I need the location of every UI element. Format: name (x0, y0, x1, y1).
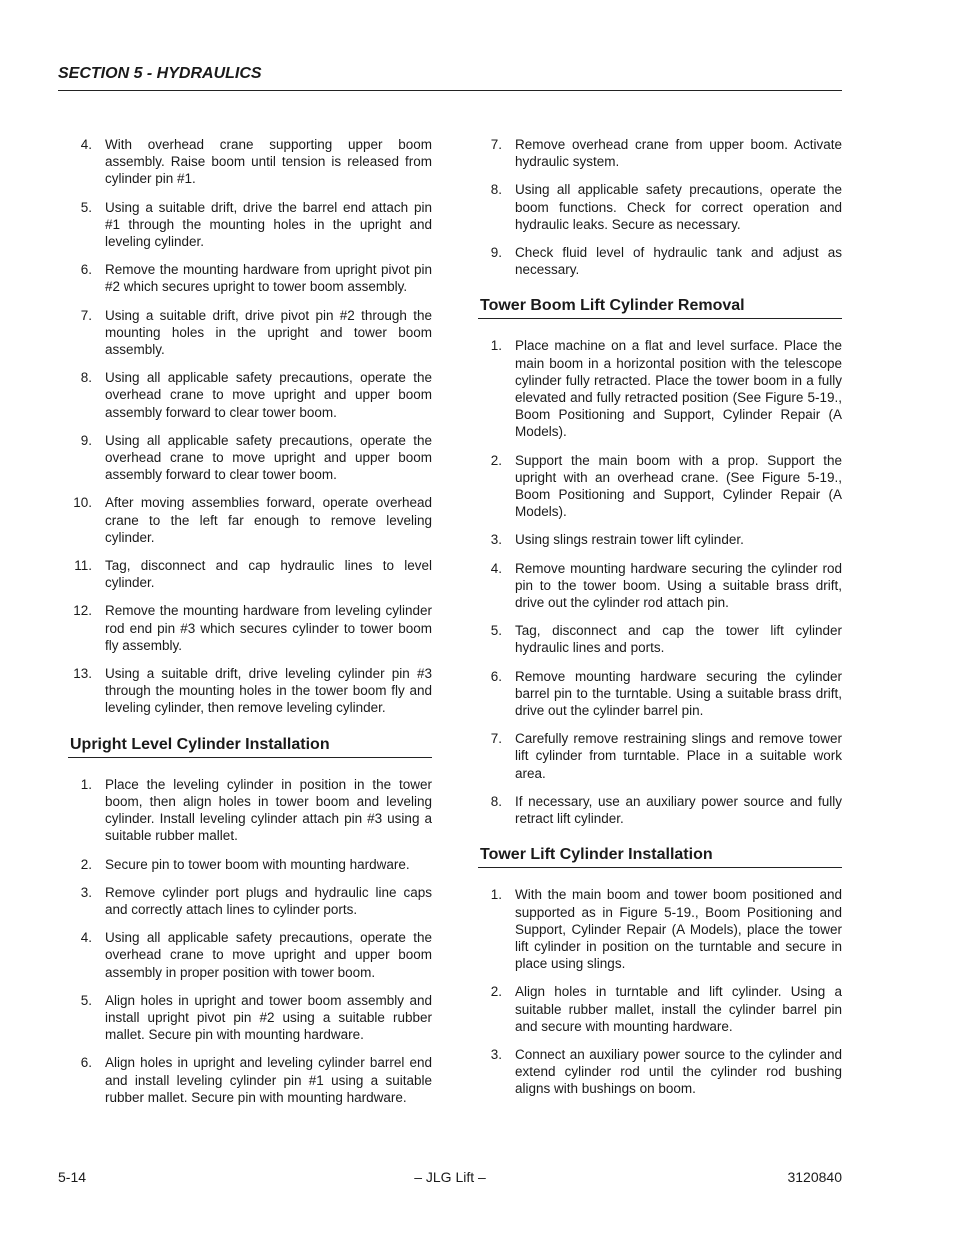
step-item (478, 983, 842, 1035)
step-text: Support the main boom with a prop. Support the upright with an overhead crane. (See Figure 5-19., Boom Positioning and Support, Cylinder Repair (A Models). (515, 452, 842, 520)
step-number: 5. (490, 623, 502, 639)
step-text: Using a suitable drift, drive leveling cylinder pin #3 through the mounting holes in the tower boom fly and leveling cylinder, then remove leveling cylinder. (105, 666, 432, 716)
step-item (68, 884, 432, 918)
step-number: 3. (80, 884, 92, 900)
step-number: 1. (490, 338, 502, 354)
step-text: Remove mounting hardware securing the cylinder rod pin to the tower boom. Using a suitable brass drift, drive out the cylinder rod attach pin. (515, 560, 842, 611)
step-number: 1. (490, 887, 502, 903)
step-number: 4. (80, 137, 92, 152)
left-steps-list-1 (68, 136, 432, 717)
step-item (68, 136, 432, 188)
page-number: 5-14 (58, 1169, 87, 1185)
step-item (478, 531, 842, 548)
step-item (478, 886, 842, 972)
step-number: 3. (490, 1046, 502, 1062)
document-number: 3120840 (787, 1169, 842, 1185)
step-number: 1. (80, 776, 92, 792)
step-text: Secure pin to tower boom with mounting hardware. (105, 856, 410, 872)
step-item (68, 261, 432, 295)
step-number: 2. (490, 452, 502, 468)
step-text: Align holes in upright and leveling cylinder barrel end and install leveling cylinder pin #1 using a suitable rubber mallet. Secure pin with mounting hardware. (105, 1055, 432, 1105)
step-item (478, 1046, 842, 1098)
step-item (68, 494, 432, 546)
step-number: 7. (490, 137, 502, 152)
step-item (478, 622, 842, 656)
step-item (478, 668, 842, 720)
step-text: Remove mounting hardware securing the cylinder barrel pin to the turntable. Using a suitable brass drift, drive out the cylinder barrel pin. (515, 668, 842, 719)
step-text: Using all applicable safety precautions, operate the boom functions. Check for correct operation and hydraulic leaks. Secure as necessary. (515, 182, 842, 232)
step-number: 8. (80, 370, 92, 386)
step-number: 5. (80, 992, 92, 1008)
step-item (68, 369, 432, 421)
step-item (68, 992, 432, 1044)
step-number: 9. (80, 432, 92, 448)
step-number: 8. (490, 793, 502, 809)
step-number: 7. (490, 731, 502, 747)
step-text: If necessary, use an auxiliary power source and fully retract lift cylinder. (515, 793, 842, 827)
step-text: Remove the mounting hardware from leveling cylinder rod end pin #3 which secures cylinder to tower boom fly assembly. (105, 603, 432, 653)
right-column (478, 136, 842, 1109)
footer-brand: – JLG Lift – (414, 1169, 486, 1185)
step-item (478, 181, 842, 233)
heading-tower-boom-lift-cylinder-removal: Tower Boom Lift Cylinder Removal (478, 296, 842, 319)
step-text: Using a suitable drift, drive the barrel end attach pin #1 through the mounting holes in the upright and leveling cylinder. (105, 199, 432, 250)
step-item (478, 730, 842, 782)
step-item (68, 557, 432, 591)
step-item (68, 665, 432, 717)
step-number: 13. (73, 666, 92, 682)
step-number: 2. (80, 856, 92, 872)
step-item (68, 432, 432, 484)
section-header (58, 64, 842, 91)
step-text: Align holes in upright and tower boom assembly and install upright pivot pin #2 using a suitable rubber mallet. Secure pin with mounting hardware. (105, 992, 432, 1043)
step-text: Connect an auxiliary power source to the cylinder and extend cylinder rod until the cylinder rod bushing aligns with bushings on boom. (515, 1046, 842, 1097)
step-text: Remove the mounting hardware from upright pivot pin #2 which secures upright to tower boom assembly. (105, 262, 432, 295)
step-item (68, 199, 432, 251)
step-text: After moving assemblies forward, operate overhead crane to the left far enough to remove leveling cylinder. (105, 495, 432, 545)
step-number: 8. (490, 182, 502, 198)
left-column (68, 136, 432, 1117)
step-text: Using a suitable drift, drive pivot pin #2 through the mounting holes in the upright and tower boom assembly. (105, 307, 432, 358)
step-item (478, 793, 842, 827)
step-text: With the main boom and tower boom positioned and supported as in Figure 5-19., Boom Positioning and Support, Cylinder Repair (A Models), place the tower lift cylinder in position on the turntable and secure in place using slings. (515, 887, 842, 972)
step-item (68, 602, 432, 654)
step-number: 3. (490, 532, 502, 548)
step-item (478, 560, 842, 612)
step-item (68, 1054, 432, 1106)
section-title: SECTION 5 - HYDRAULICS (58, 65, 262, 82)
step-text: Using all applicable safety precautions, operate the overhead crane to move upright and upper boom assembly forward to clear tower boom. (105, 370, 432, 420)
step-number: 9. (490, 245, 502, 261)
step-item (478, 337, 842, 440)
step-text: Using slings restrain tower lift cylinder. (515, 532, 744, 548)
left-steps-list-2 (68, 776, 432, 1106)
step-text: With overhead crane supporting upper boom assembly. Raise boom until tension is released from cylinder pin #1. (105, 137, 432, 187)
step-text: Using all applicable safety precautions, operate the overhead crane to move upright and upper boom assembly forward to clear tower boom. (105, 432, 432, 483)
step-item (68, 929, 432, 981)
step-text: Tag, disconnect and cap the tower lift cylinder hydraulic lines and ports. (515, 623, 842, 656)
step-text: Check fluid level of hydraulic tank and adjust as necessary. (515, 245, 842, 278)
step-text: Place machine on a flat and level surface. Place the main boom in a horizontal position with the telescope cylinder fully retracted. Place the tower boom in a fully elevated and fully retracted position (See Figure 5-19., Boom Positioning and Support, Cylinder Repair (A Models). (515, 338, 842, 440)
step-item (68, 856, 432, 873)
step-text: Align holes in turntable and lift cylinder. Using a suitable rubber mallet, install the cylinder barrel pin and secure with mounting hardware. (515, 984, 842, 1034)
step-number: 6. (80, 1055, 92, 1071)
step-number: 4. (80, 930, 92, 946)
step-text: Place the leveling cylinder in position in the tower boom, then align holes in tower boom and leveling cylinder. Install leveling cylinder attach pin #3 using a suitable rubber mallet. (105, 776, 432, 844)
step-item (68, 776, 432, 845)
right-steps-list-1 (478, 136, 842, 278)
step-text: Remove overhead crane from upper boom. Activate hydraulic system. (515, 137, 842, 170)
heading-upright-level-cylinder-installation: Upright Level Cylinder Installation (68, 735, 432, 758)
step-number: 5. (80, 199, 92, 215)
step-number: 6. (80, 262, 92, 278)
right-steps-list-2 (478, 337, 842, 827)
step-number: 11. (74, 558, 92, 574)
step-number: 7. (80, 307, 92, 323)
step-number: 10. (73, 495, 92, 511)
step-text: Remove cylinder port plugs and hydraulic line caps and correctly attach lines to cylinder ports. (105, 884, 432, 917)
step-number: 6. (490, 668, 502, 684)
step-text: Tag, disconnect and cap hydraulic lines to level cylinder. (105, 558, 432, 591)
step-number: 4. (490, 560, 502, 576)
step-text: Carefully remove restraining slings and remove tower lift cylinder from turntable. Place in a suitable work area. (515, 731, 842, 781)
step-item (478, 136, 842, 170)
right-steps-list-3 (478, 886, 842, 1097)
step-item (478, 452, 842, 521)
step-text: Using all applicable safety precautions, operate the overhead crane to move upright and upper boom assembly in proper position with tower boom. (105, 930, 432, 980)
step-item (478, 244, 842, 278)
step-item (68, 307, 432, 359)
heading-tower-lift-cylinder-installation: Tower Lift Cylinder Installation (478, 845, 842, 868)
step-number: 12. (73, 603, 92, 619)
step-number: 2. (490, 984, 502, 1000)
